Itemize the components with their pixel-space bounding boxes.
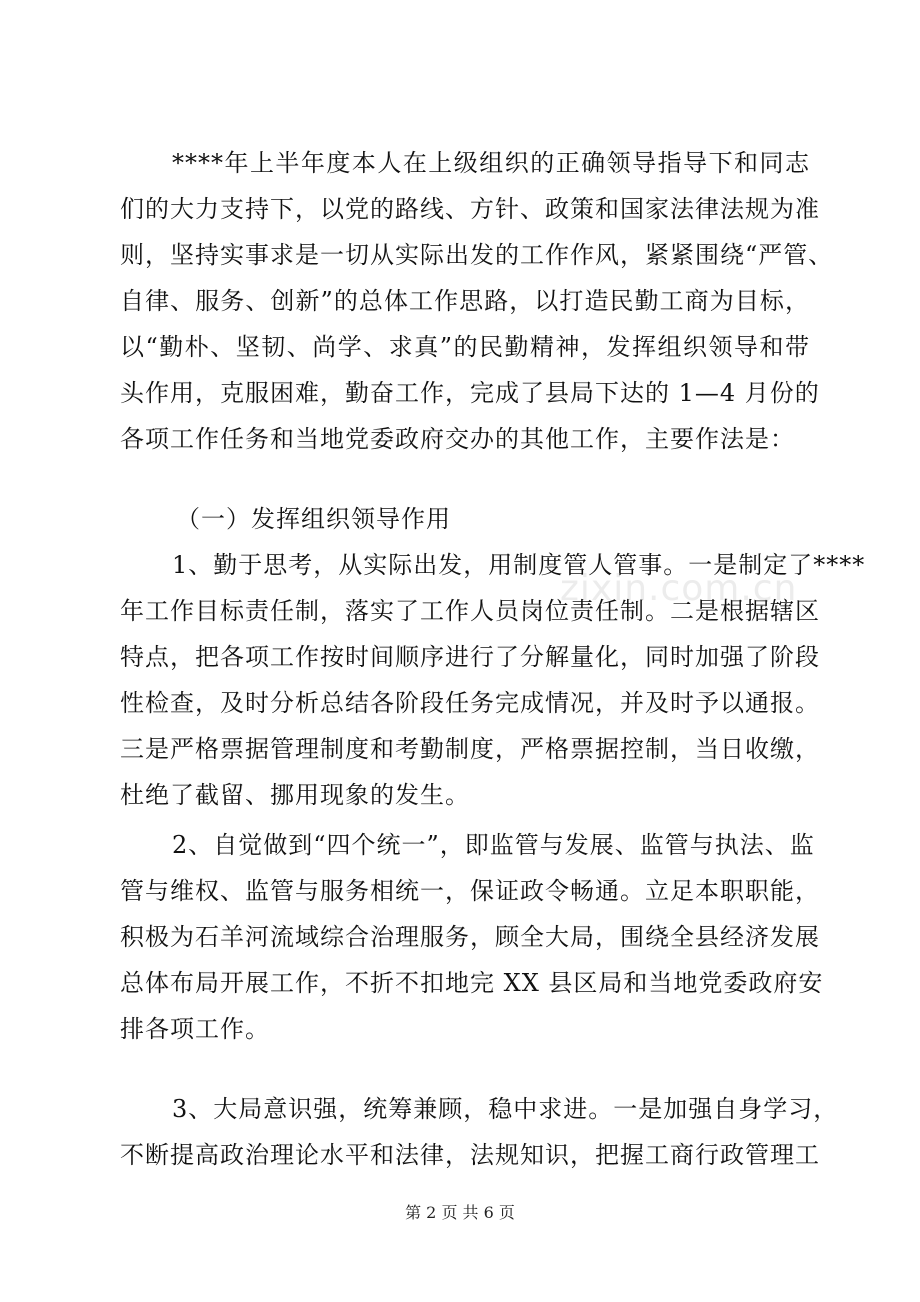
paragraph-line: 以“勤朴、坚韧、尚学、求真”的民勤精神，发挥组织领导和带 (120, 333, 810, 361)
paragraph-line: 3、大局意识强，统筹兼顾，稳中求进。一是加强自身学习， (172, 1095, 839, 1123)
paragraph-line: 自律、服务、创新”的总体工作思路，以打造民勤工商为目标， (120, 287, 810, 315)
paragraph-line: 管与维权、监管与服务相统一，保证政令畅通。立足本职职能， (120, 877, 820, 905)
paragraph-line: 杜绝了截留、挪用现象的发生。 (120, 781, 470, 809)
paragraph-line: 则，坚持实事求是一切从实际出发的工作作风，紧紧围绕“严管、 (120, 241, 834, 269)
paragraph-line: 积极为石羊河流域综合治理服务，顾全大局，围绕全县经济发展 (120, 923, 820, 951)
page-footer: 第 2 页 共 6 页 (405, 1203, 515, 1222)
paragraph-line: 1、勤于思考，从实际出发，用制度管人管事。一是制定了**** (172, 551, 866, 579)
paragraph-line: 各项工作任务和当地党委政府交办的其他工作，主要作法是： (120, 425, 795, 453)
paragraph-line: 总体布局开展工作，不折不扣地完 XX 县区局和当地党委政府安 (120, 969, 824, 997)
paragraph-line: 不断提高政治理论水平和法律，法规知识，把握工商行政管理工 (120, 1141, 820, 1169)
paragraph-line: ****年上半年度本人在上级组织的正确领导指导下和同志 (172, 149, 810, 177)
paragraph-line: 排各项工作。 (120, 1015, 270, 1043)
paragraph-line: 们的大力支持下，以党的路线、方针、政策和国家法律法规为准 (120, 195, 820, 223)
watermark: zixin.com.cn (560, 568, 798, 609)
paragraph-line: 特点，把各项工作按时间顺序进行了分解量化，同时加强了阶段 (120, 643, 820, 671)
paragraph-line: 三是严格票据管理制度和考勤制度，严格票据控制，当日收缴， (120, 735, 820, 763)
paragraph-line: 2、自觉做到“四个统一”，即监管与发展、监管与执法、监 (172, 831, 815, 859)
paragraph-line: 性检查，及时分析总结各阶段任务完成情况，并及时予以通报。 (120, 689, 820, 717)
paragraph-line: 年工作目标责任制，落实了工作人员岗位责任制。二是根据辖区 (120, 597, 820, 625)
section-heading: （一）发挥组织领导作用 (176, 505, 451, 533)
paragraph-line: 头作用，克服困难，勤奋工作，完成了县局下达的 1—4 月份的 (120, 379, 820, 407)
